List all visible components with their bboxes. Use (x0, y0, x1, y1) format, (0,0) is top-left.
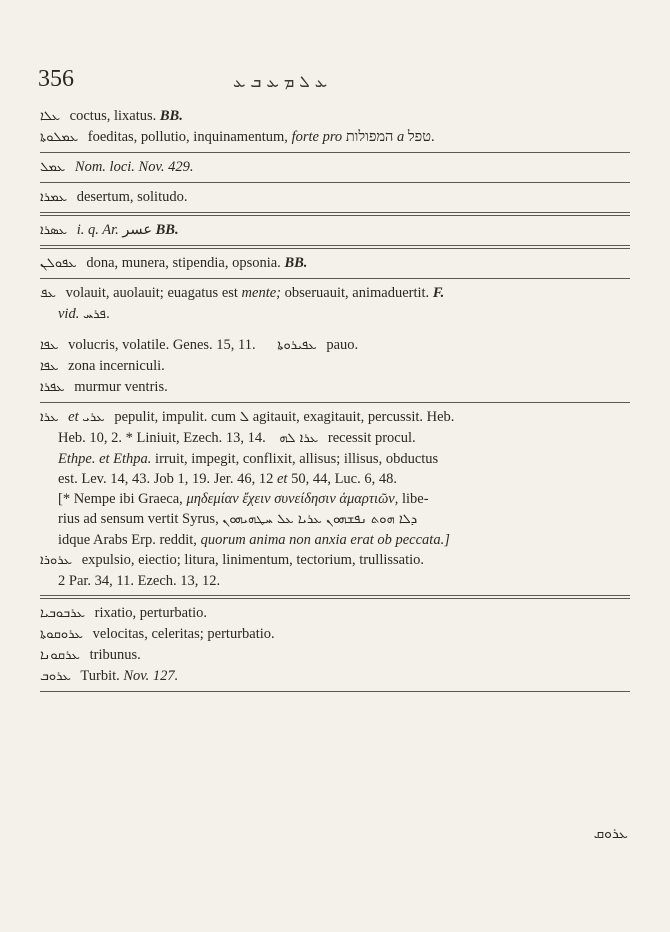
entry (40, 377, 630, 398)
entry (40, 106, 630, 127)
source-tag: BB. (159, 108, 183, 124)
page-header (38, 66, 638, 96)
entry-continuation (40, 530, 630, 550)
entry-definition: tribunus. (89, 647, 141, 663)
entry-continuation (40, 428, 630, 449)
entry-definition: libe- (402, 491, 429, 507)
entry (40, 220, 630, 241)
entry-definition: murmur ventris. (74, 379, 168, 395)
entry-definition: recessit procul. (327, 430, 416, 446)
syriac-headword: ܥܦ (40, 286, 56, 301)
entry-definition: expulsio, eiectio; litura, linimentum, tectorium, trullissatio. (81, 552, 425, 568)
entry-divider (40, 245, 630, 249)
syriac-headword: ܥܪܘܩܘܬܐ (40, 627, 84, 642)
syriac-headword: ܥܦܐ (40, 359, 59, 374)
entry-continuation (40, 509, 630, 530)
dictionary-entries (40, 106, 630, 696)
entry (40, 624, 630, 645)
greek-quote: μηδεμίαν ἔχειν συνείδησιν ἁμαρτιῶν, (186, 491, 399, 507)
entry (40, 645, 630, 666)
entry (40, 253, 630, 274)
syriac-headword: ܥܦܘܠܢ (40, 256, 77, 271)
syriac-word: ܦܪܚ. (82, 307, 110, 322)
entry-definition: pepulit, impulit. (114, 409, 208, 425)
page-number: 356 (38, 66, 74, 92)
entry-continuation (40, 449, 630, 469)
entry-continuation (40, 571, 630, 591)
catchword: ܥܪܘܩ (593, 826, 628, 842)
entry-note: quorum anima non anxia erat ob peccata.] (200, 532, 450, 548)
source-tag: BB. (155, 222, 179, 238)
entry-definition: Turbit. (80, 668, 120, 684)
entry-note: Ethpe. et Ethpa. (58, 451, 152, 467)
entry-divider (40, 691, 630, 692)
syriac-quote: ܕܠܐ ܗܘܬ ܢܦܫܗܘܢ ܥܪܝܐ ܥܠ ܚܛܗܝܗܘܢ (222, 512, 418, 527)
syriac-headword: ܥܣܪܐ (40, 223, 68, 238)
entry-definition: est. Lev. 14, 43. Job 1, 19. Jer. 46, 12 (58, 471, 274, 487)
entry (40, 666, 630, 687)
syriac-headword: ܥܡܠ (40, 160, 66, 175)
syriac-headword: ܥܪܒܘܒܝܐ (40, 606, 86, 621)
entry-note: forte pro (291, 129, 343, 145)
entry-definition: velocitas, celeritas; perturbatio. (92, 626, 275, 642)
entry (40, 283, 630, 304)
entry-divider (40, 595, 630, 599)
syriac-headword: ܥܠܐ (40, 109, 61, 124)
entry-definition: pauo. (326, 337, 359, 353)
entry-definition: [* Nempe ibi Graeca, (58, 491, 183, 507)
entry-definition: obseruauit, animaduertit. (284, 285, 430, 301)
entry-note: a (397, 129, 405, 145)
entry-divider (40, 152, 630, 153)
syriac-headword: ܥܪܐ (40, 410, 59, 425)
entry-definition: volucris, volatile. Genes. 15, 11. (68, 337, 256, 353)
entry-definition: Heb. 10, 2. * Liniuit, Ezech. 13, 14. (58, 430, 266, 446)
entry (40, 187, 630, 208)
entry-divider (40, 212, 630, 216)
spacer (40, 325, 630, 335)
syriac-word: ܥܪܝ (82, 410, 105, 425)
entry (40, 157, 630, 178)
syriac-headword: ܥܦܐ (40, 338, 59, 353)
hebrew-word: המפולות (345, 129, 394, 145)
entry (40, 550, 630, 571)
entry-definition: 50, 44, Luc. 6, 48. (291, 471, 397, 487)
entry (40, 356, 630, 377)
syriac-headword: ܥܡܠܘܬܐ (40, 130, 79, 145)
syriac-headword: ܥܦܝܪܘܬܐ (277, 338, 317, 353)
entry-definition: i. q. Ar. (76, 222, 119, 238)
source-tag: F. (432, 285, 445, 301)
entry-definition: cum ܠ agitauit, exagitauit, percussit. Heb. (211, 409, 455, 425)
entry-definition: Nom. loci. Nov. 429. (74, 159, 194, 175)
entry-definition: foeditas, pollutio, inquinamentum, (87, 129, 288, 145)
entry-definition: dona, munera, stipendia, opsonia. (86, 255, 281, 271)
running-head: ܥ ܠ ܡ ܥ ܒ ܥ (233, 72, 328, 91)
entry-divider (40, 278, 630, 279)
syriac-headword: ܥܪܩܘܢܐ (40, 648, 80, 663)
entry-definition: coctus, lixatus. (69, 108, 157, 124)
syriac-headword: ܥܡܪܐ (40, 190, 68, 205)
entry (40, 127, 630, 148)
entry-note: et (68, 409, 79, 425)
hebrew-word: טפל. (407, 129, 435, 145)
syriac-headword: ܥܪܘܪܐ (40, 553, 73, 568)
entry-definition: idque Arabs Erp. reddit, (58, 532, 197, 548)
entry-divider (40, 402, 630, 403)
entry (40, 335, 630, 356)
entry-definition: volauit, auolauit; euagatus est (65, 285, 238, 301)
entry-definition: rixatio, perturbatio. (94, 605, 208, 621)
entry-definition: 2 Par. 34, 11. Ezech. 13, 12. (58, 573, 221, 589)
arabic-word: عسر (122, 222, 152, 238)
entry-continuation (40, 469, 630, 489)
entry-definition: rius ad sensum vertit Syrus, (58, 511, 219, 527)
entry-continuation (40, 489, 630, 509)
syriac-headword: ܥܦܪܐ (40, 380, 65, 395)
entry-continuation (40, 304, 630, 325)
source-tag: BB. (284, 255, 308, 271)
entry (40, 603, 630, 624)
entry-note: mente; (241, 285, 281, 301)
entry-note: et (276, 471, 288, 487)
entry-divider (40, 182, 630, 183)
syriac-word: ܥܪܐ ܠܗ (279, 431, 319, 446)
syriac-headword: ܥܪܘܒ (40, 669, 72, 684)
entry-definition: desertum, solitudo. (76, 189, 188, 205)
entry-definition: zona incerniculi. (68, 358, 165, 374)
entry (40, 407, 630, 428)
entry-note: vid. (58, 306, 80, 322)
entry-note: Nov. 127. (123, 668, 179, 684)
entry-definition: irruit, impegit, conflixit, allisus; illisus, obductus (155, 451, 439, 467)
